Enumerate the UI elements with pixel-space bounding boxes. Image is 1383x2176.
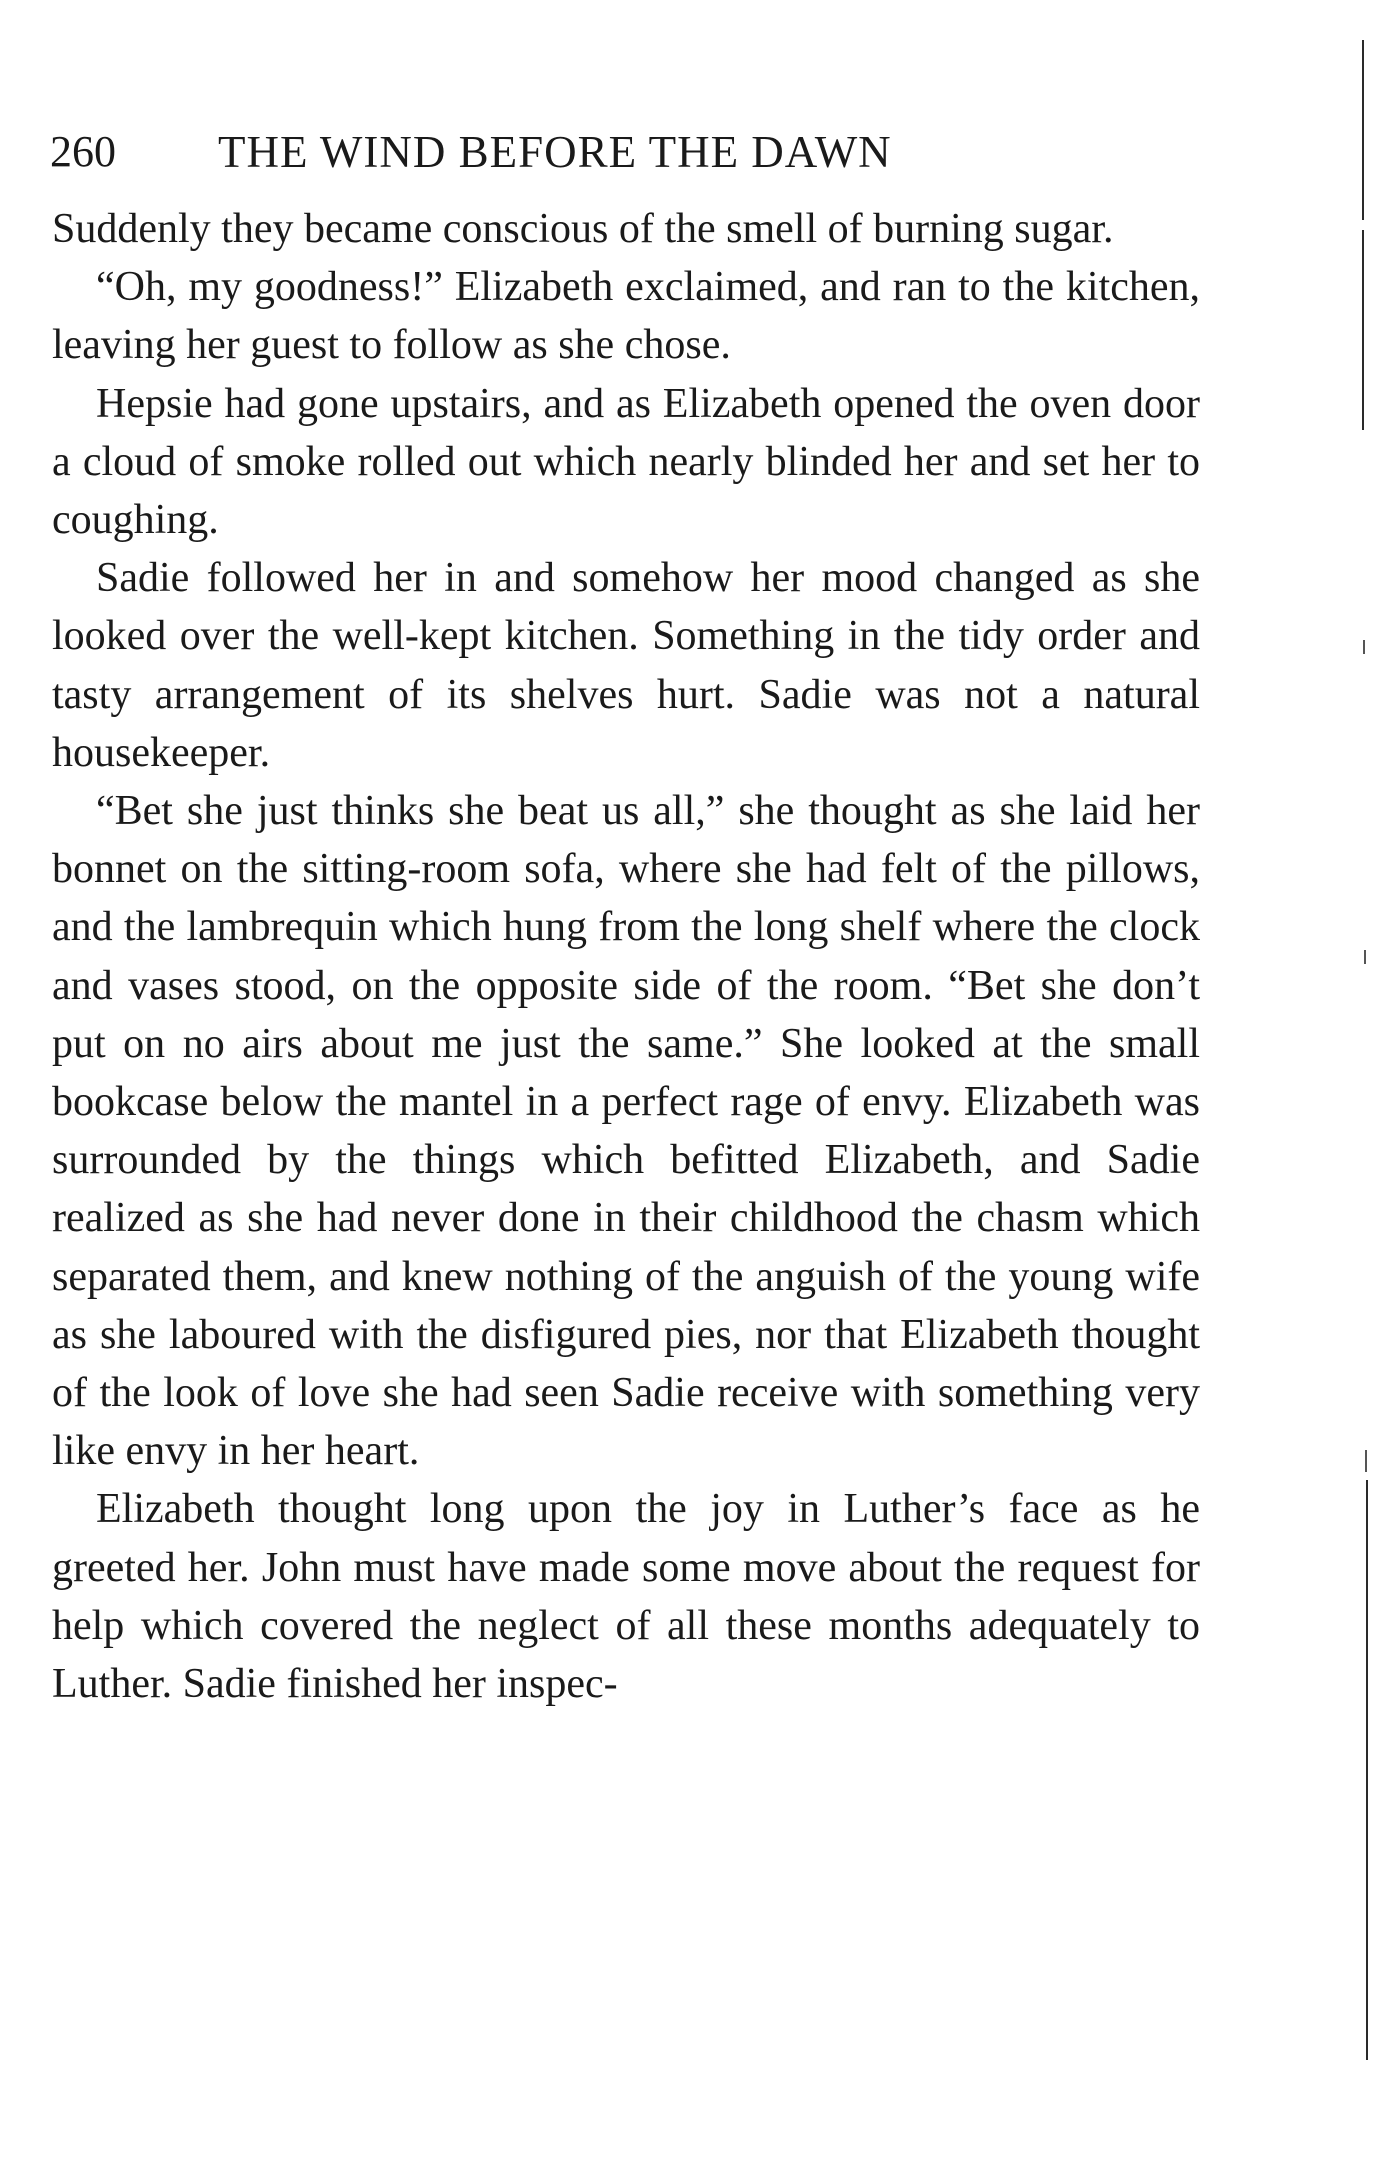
paragraph: Hepsie had gone upstairs, and as Elizabeth opened the oven door a cloud of smoke rolled out which nearly blinded her and set her to coughing. xyxy=(52,380,1200,544)
page-number: 260 xyxy=(50,127,116,176)
paragraph: “Bet she just thinks she beat us all,” she thought as she laid her bonnet on the sitting-room sofa, where she had felt of the pillows, and the lambrequin which hung from the long shelf where the clock and vases stood, on the opposite side of the room. “Bet she don’t put on no airs about me just the same.” She looked at the small bookcase below the mantel in a perfect rage of envy. Elizabeth was surrounded by the things which befitted Elizabeth, and Sadie realized as she had never done in their childhood the chasm which separated them, and knew nothing of the anguish of the young wife as she laboured with the disfigured pies, nor that Elizabeth thought of the look of love she had seen Sadie receive with something very like envy in her heart. xyxy=(52,788,1200,1475)
paragraph: Elizabeth thought long upon the joy in Luther’s face as he greeted her. John must have made some move about the request for help which covered the neglect of all these months adequately to Luther. Sadie finished her inspec- xyxy=(52,1486,1200,1708)
scan-edge-line xyxy=(1362,40,1364,220)
running-title: THE WIND BEFORE THE DAWN xyxy=(218,127,892,177)
scan-edge-mark xyxy=(1363,640,1365,654)
scan-edge-mark xyxy=(1365,1450,1367,1472)
body-text xyxy=(52,200,1200,1713)
paragraph: “Oh, my goodness!” Elizabeth exclaimed, and ran to the kitchen, leaving her guest to follow as she chose. xyxy=(52,264,1200,369)
scan-edge-line xyxy=(1362,230,1364,430)
scan-edge-line xyxy=(1366,1480,1368,2060)
paragraph: Suddenly they became conscious of the smell of burning sugar. xyxy=(52,206,1114,252)
paragraph: Sadie followed her in and somehow her mood changed as she looked over the well-kept kitchen. Something in the tidy order and tasty arrangement of its shelves hurt. Sadie was not a natural housekeeper. xyxy=(52,555,1200,776)
scan-edge-mark xyxy=(1364,950,1366,964)
page-header xyxy=(50,122,1230,182)
